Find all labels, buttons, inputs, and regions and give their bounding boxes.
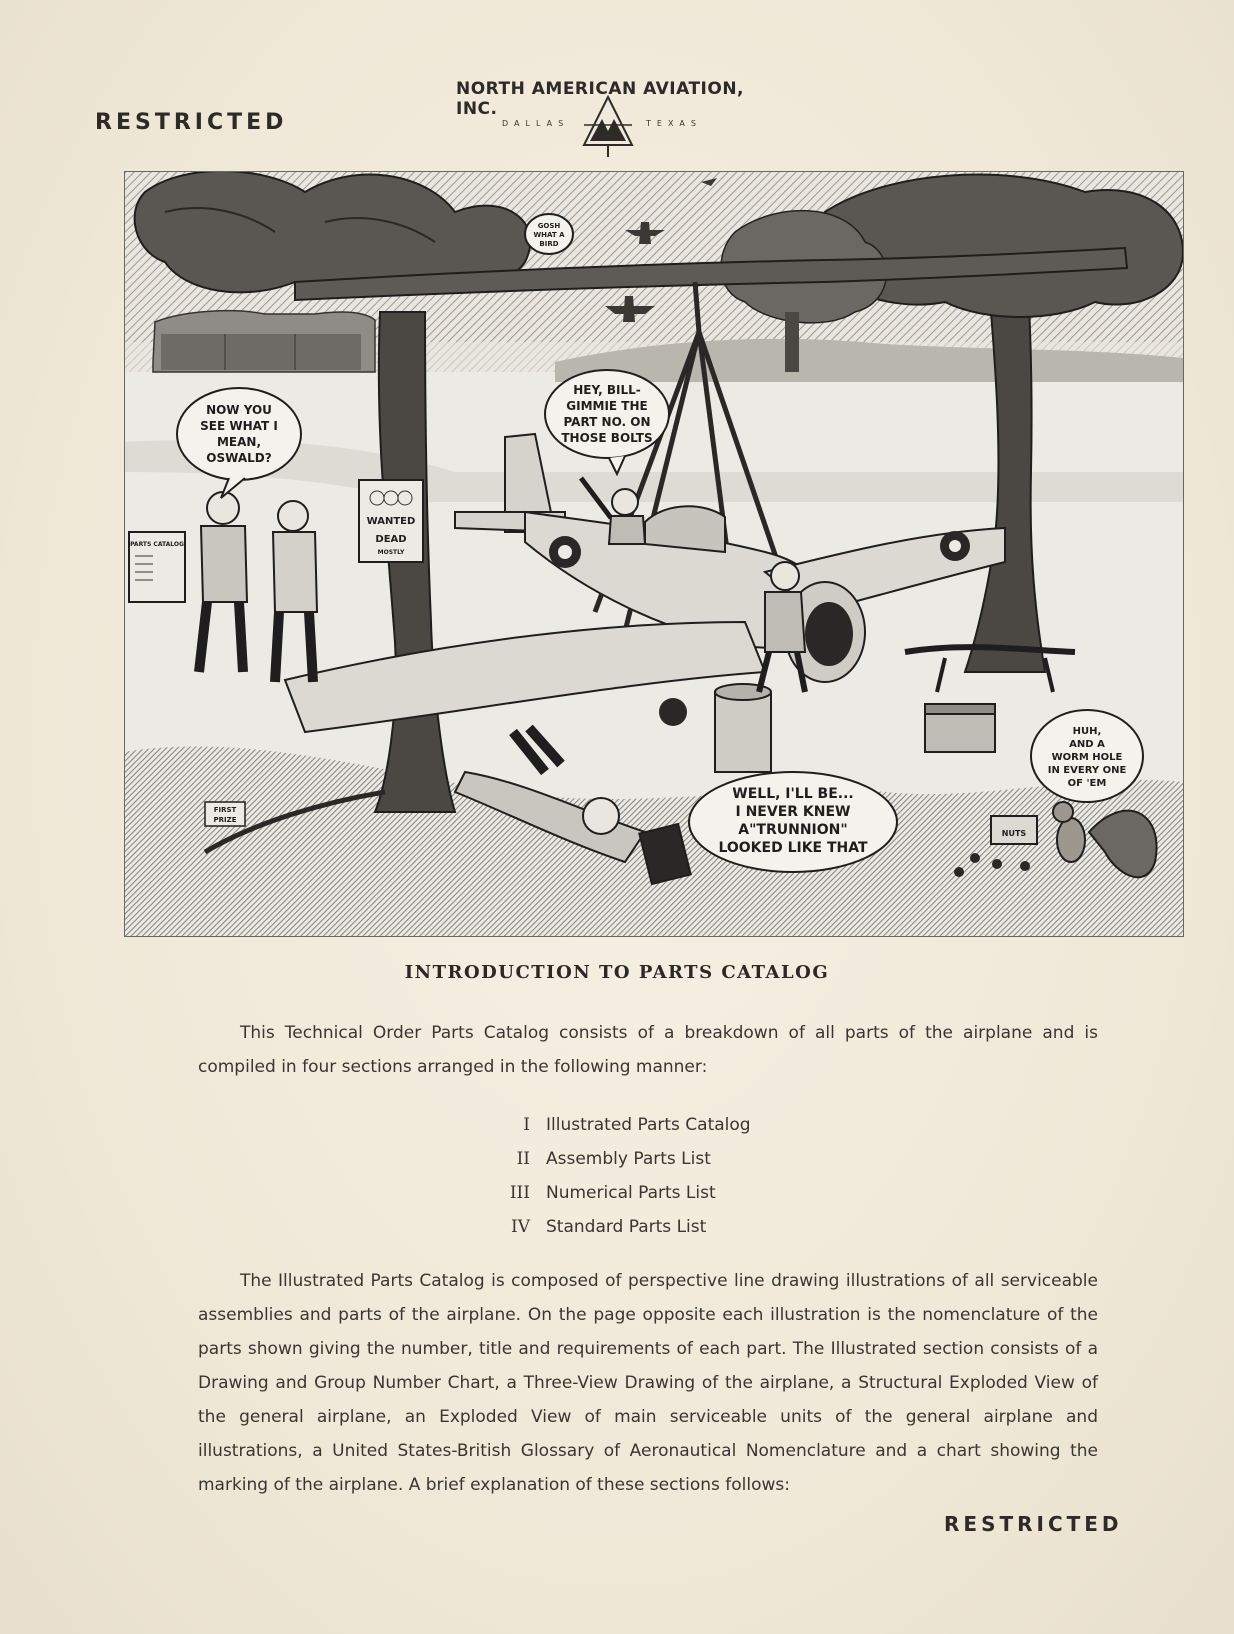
company-city: DALLAS bbox=[502, 119, 570, 128]
classification-header: RESTRICTED bbox=[95, 110, 288, 135]
section-title: Illustrated Parts Catalog bbox=[546, 1115, 751, 1135]
section-item bbox=[490, 1210, 751, 1244]
hangar bbox=[153, 311, 375, 372]
section-title: Numerical Parts List bbox=[546, 1183, 716, 1203]
svg-text:GOSH: GOSH bbox=[537, 222, 561, 230]
cartoon-illustration bbox=[124, 171, 1184, 937]
svg-text:LOOKED LIKE THAT: LOOKED LIKE THAT bbox=[718, 840, 868, 856]
svg-text:I NEVER KNEW: I NEVER KNEW bbox=[735, 804, 851, 820]
svg-text:A"TRUNNION": A"TRUNNION" bbox=[738, 822, 848, 838]
svg-text:OSWALD?: OSWALD? bbox=[206, 451, 272, 465]
oil-drum bbox=[715, 684, 771, 772]
section-numeral: I bbox=[523, 1115, 530, 1135]
svg-text:WHAT A: WHAT A bbox=[533, 231, 565, 239]
svg-text:SEE WHAT I: SEE WHAT I bbox=[200, 419, 278, 433]
naa-logo-icon bbox=[580, 95, 636, 159]
svg-text:MEAN,: MEAN, bbox=[216, 435, 262, 449]
section-item bbox=[490, 1142, 751, 1176]
svg-text:WELL, I'LL BE...: WELL, I'LL BE... bbox=[732, 786, 854, 802]
intro-paragraph: This Technical Order Parts Catalog consists of a breakdown of all parts of the airplane and is compiled in four sections arranged in the following manner: bbox=[198, 1023, 1098, 1077]
wanted-poster bbox=[359, 480, 423, 562]
speech-bubble-squirrel bbox=[1031, 710, 1143, 802]
section-numeral: III bbox=[509, 1183, 530, 1203]
svg-text:HUH,: HUH, bbox=[1072, 726, 1102, 737]
classification-footer: RESTRICTED bbox=[944, 1512, 1123, 1536]
speech-bubble-bird bbox=[525, 214, 573, 254]
svg-text:AND A: AND A bbox=[1069, 739, 1105, 750]
page-title: INTRODUCTION TO PARTS CATALOG bbox=[404, 962, 830, 983]
company-name: NORTH AMERICAN AVIATION, INC. bbox=[456, 79, 745, 119]
section-item bbox=[490, 1176, 751, 1210]
letterhead bbox=[448, 75, 768, 175]
company-state: TEXAS bbox=[646, 119, 702, 128]
cartoon-scene bbox=[125, 172, 1183, 936]
section-title: Standard Parts List bbox=[546, 1217, 707, 1237]
svg-text:PART NO. ON: PART NO. ON bbox=[563, 415, 651, 429]
svg-text:WORM HOLE: WORM HOLE bbox=[1051, 752, 1123, 763]
first-prize-line1: FIRST bbox=[213, 806, 237, 814]
mostly-label: MOSTLY bbox=[377, 549, 405, 556]
first-prize-line2: PRIZE bbox=[213, 816, 237, 824]
section-item bbox=[490, 1108, 751, 1142]
speech-bubble-reader bbox=[689, 772, 897, 872]
nuts-label: NUTS bbox=[1001, 829, 1027, 838]
section-numeral: IV bbox=[511, 1217, 530, 1237]
svg-text:IN EVERY ONE: IN EVERY ONE bbox=[1047, 765, 1127, 776]
section-title: Assembly Parts List bbox=[546, 1149, 711, 1169]
svg-text:BIRD: BIRD bbox=[539, 240, 559, 248]
parts-catalog-book bbox=[129, 532, 185, 602]
body-paragraph: The Illustrated Parts Catalog is composed of perspective line drawing illustrations of all serviceable assemblies and parts of the airplane. On the page opposite each illustration is the nomenclature of the parts shown giving the number, title and requirements of each part. The Illustrated section consists of a Drawing and Group Number Chart, a Three-View Drawing of the airplane, a Structural Exploded View of the general airplane, an Exploded View of main serviceable units of the general airplane and illustrations, a United States-British Glossary of Aeronautical Nomenclature and a chart showing the marking of the airplane. A brief explanation of these sections follows: bbox=[198, 1271, 1098, 1495]
dead-label: DEAD bbox=[375, 534, 407, 545]
svg-text:HEY, BILL-: HEY, BILL- bbox=[573, 383, 641, 397]
svg-text:THOSE BOLTS: THOSE BOLTS bbox=[561, 431, 653, 445]
svg-text:GIMMIE THE: GIMMIE THE bbox=[566, 399, 648, 413]
section-numeral: II bbox=[516, 1149, 530, 1169]
section-list bbox=[490, 1108, 751, 1244]
parts-catalog-label: PARTS CATALOG bbox=[130, 541, 184, 548]
svg-text:NOW YOU: NOW YOU bbox=[206, 403, 272, 417]
toolbox bbox=[925, 704, 995, 752]
wanted-label: WANTED bbox=[366, 516, 416, 527]
svg-text:OF 'EM: OF 'EM bbox=[1067, 778, 1107, 789]
